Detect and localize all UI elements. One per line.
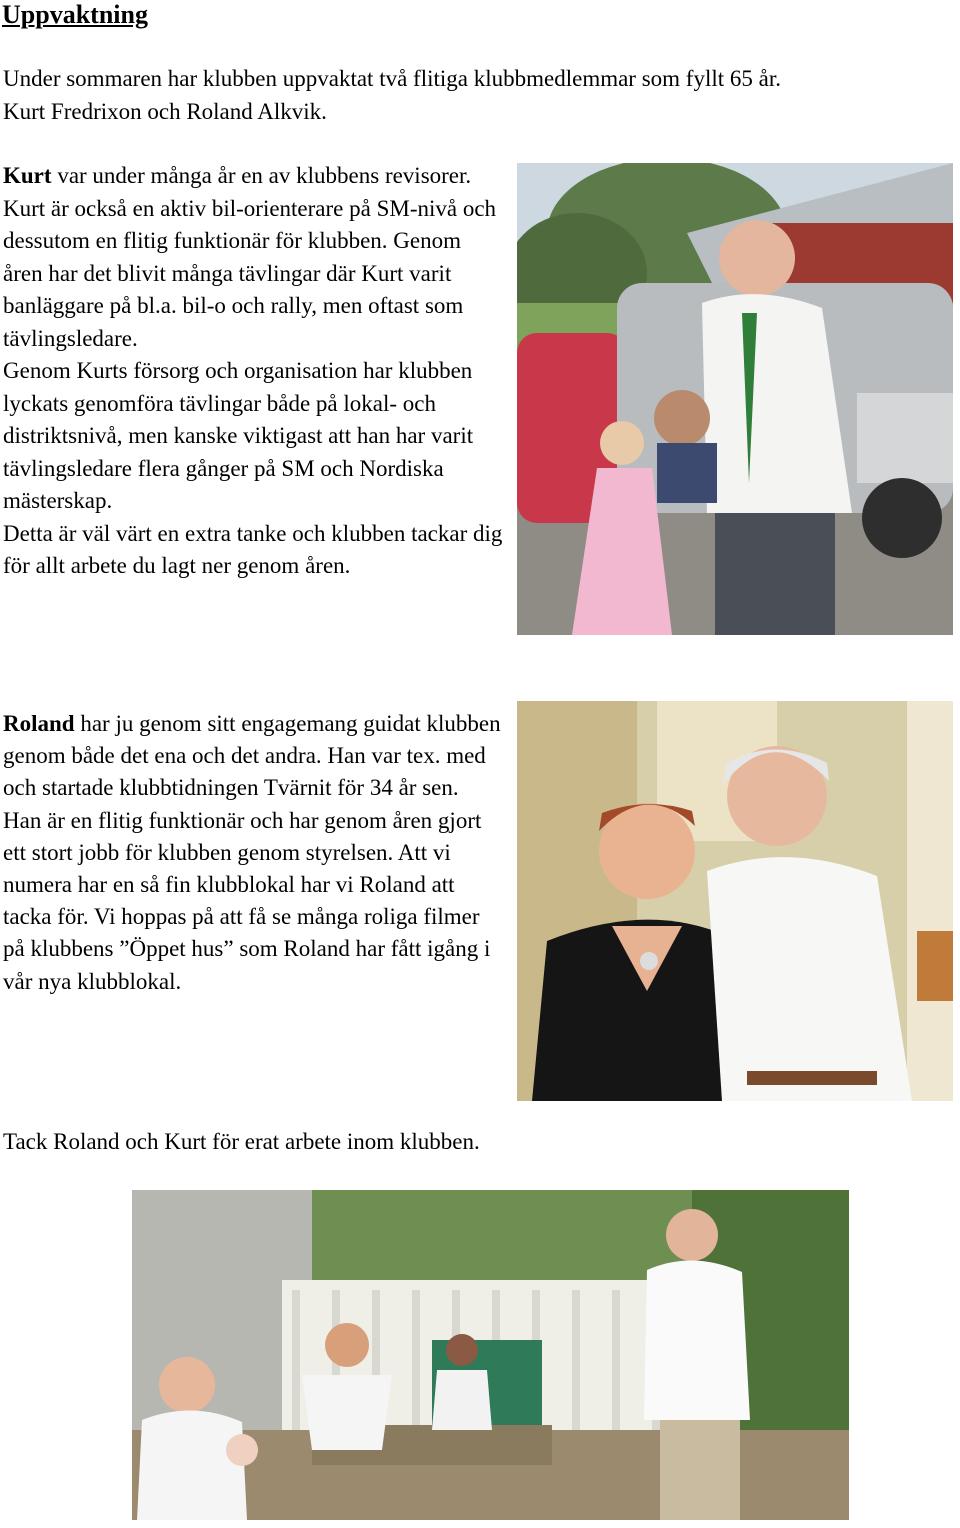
kurt-section-text (3, 160, 503, 583)
kurt-paragraph-1 (3, 160, 503, 355)
roland-paragraph-1 (3, 708, 503, 805)
intro-line-2: Kurt Fredrixon och Roland Alkvik. (3, 99, 327, 124)
roland-paragraph-1-body: har ju genom sitt engagemang guidat klubben genom både det ena och det andra. Han var tex. med och startade klubbtidningen Tvärnit för 34 år sen. (3, 711, 501, 801)
photo-kurt (517, 163, 953, 635)
page-title: Uppvaktning (2, 0, 148, 29)
intro-line-1: Under sommaren har klubben uppvaktat två flitiga klubbmedlemmar som fyllt 65 år. (3, 66, 781, 91)
kurt-paragraph-1-body: var under många år en av klubbens revisorer. Kurt är också en aktiv bil-orienterare på SM-nivå och dessutom en flitig funktionär för klubben. Genom åren har det blivit många tävlingar där Kurt varit banläggare på bl.a. bil-o och rally, men oftast som tävlingsledare. (3, 163, 497, 351)
intro-paragraph (3, 62, 953, 128)
kurt-name: Kurt (3, 163, 52, 188)
roland-paragraph-2: Han är en flitig funktionär och har genom åren gjort ett stort jobb för klubben genom styrelsen. Att vi numera har en så fin klubblokal har vi Roland att tacka för. Vi hoppas på att få se många roliga filmer på klubbens ”Öppet hus” som Roland har fått igång i vår nya klubblokal. (3, 807, 491, 994)
photo-roland (517, 701, 953, 1101)
roland-name: Roland (3, 711, 75, 736)
kurt-paragraph-3: Detta är väl värt en extra tanke och klubben tackar dig för allt arbete du lagt ner genom åren. (3, 520, 503, 578)
photo-group (132, 1190, 849, 1520)
kurt-paragraph-2: Genom Kurts försorg och organisation har klubben lyckats genomföra tävlingar både på lokal- och distriktsnivå, men kanske viktigast att han har varit tävlingsledare flera gånger på SM och Nordiska mästerskap. (3, 358, 474, 513)
roland-section-text (3, 708, 503, 998)
closing-thanks: Tack Roland och Kurt för erat arbete inom klubben. (3, 1129, 480, 1154)
